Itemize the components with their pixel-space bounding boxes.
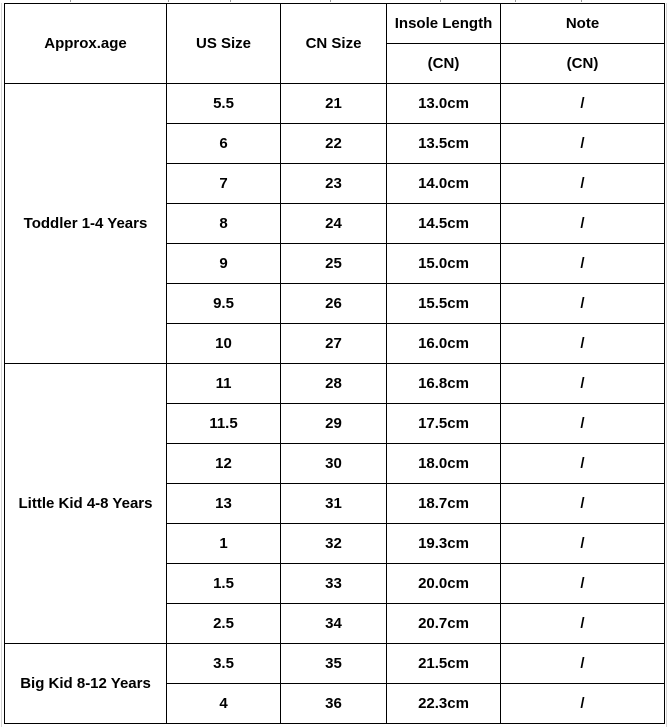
insole-length-cell[interactable]: 15.0cm xyxy=(387,244,501,284)
note-cell[interactable]: / xyxy=(501,444,665,484)
insole-length-cell[interactable]: 18.0cm xyxy=(387,444,501,484)
note-cell[interactable]: / xyxy=(501,364,665,404)
note-cell[interactable]: / xyxy=(501,244,665,284)
note-cell[interactable]: / xyxy=(501,404,665,444)
us-size-cell[interactable]: 9 xyxy=(167,244,281,284)
insole-length-cell[interactable]: 13.5cm xyxy=(387,124,501,164)
table-row xyxy=(5,84,665,124)
cn-size-cell[interactable]: 21 xyxy=(281,84,387,124)
header-us-size[interactable]: US Size xyxy=(167,4,281,84)
age-group-cell[interactable]: Big Kid 8-12 Years xyxy=(5,644,167,724)
insole-length-cell[interactable]: 18.7cm xyxy=(387,484,501,524)
insole-length-cell[interactable]: 20.0cm xyxy=(387,564,501,604)
insole-length-cell[interactable]: 17.5cm xyxy=(387,404,501,444)
sheet-gridline xyxy=(666,0,667,727)
note-cell[interactable]: / xyxy=(501,284,665,324)
header-note[interactable]: Note xyxy=(501,4,665,44)
age-group-cell[interactable]: Little Kid 4-8 Years xyxy=(5,364,167,644)
header-row xyxy=(5,4,665,44)
note-cell[interactable]: / xyxy=(501,164,665,204)
cn-size-cell[interactable]: 33 xyxy=(281,564,387,604)
us-size-cell[interactable]: 8 xyxy=(167,204,281,244)
us-size-cell[interactable]: 5.5 xyxy=(167,84,281,124)
cn-size-cell[interactable]: 34 xyxy=(281,604,387,644)
sheet-gridline xyxy=(1,0,2,727)
us-size-cell[interactable]: 2.5 xyxy=(167,604,281,644)
cn-size-cell[interactable]: 35 xyxy=(281,644,387,684)
cn-size-cell[interactable]: 36 xyxy=(281,684,387,724)
insole-length-cell[interactable]: 19.3cm xyxy=(387,524,501,564)
us-size-cell[interactable]: 1.5 xyxy=(167,564,281,604)
insole-length-cell[interactable]: 21.5cm xyxy=(387,644,501,684)
note-cell[interactable]: / xyxy=(501,684,665,724)
size-chart-table xyxy=(4,3,665,724)
note-cell[interactable]: / xyxy=(501,484,665,524)
cn-size-cell[interactable]: 25 xyxy=(281,244,387,284)
us-size-cell[interactable]: 1 xyxy=(167,524,281,564)
cn-size-cell[interactable]: 28 xyxy=(281,364,387,404)
header-note-unit[interactable]: (CN) xyxy=(501,44,665,84)
note-cell[interactable]: / xyxy=(501,324,665,364)
insole-length-cell[interactable]: 15.5cm xyxy=(387,284,501,324)
cn-size-cell[interactable]: 23 xyxy=(281,164,387,204)
insole-length-cell[interactable]: 22.3cm xyxy=(387,684,501,724)
cn-size-cell[interactable]: 24 xyxy=(281,204,387,244)
table-row xyxy=(5,644,665,684)
insole-length-cell[interactable]: 14.5cm xyxy=(387,204,501,244)
us-size-cell[interactable]: 4 xyxy=(167,684,281,724)
cn-size-cell[interactable]: 29 xyxy=(281,404,387,444)
us-size-cell[interactable]: 11.5 xyxy=(167,404,281,444)
insole-length-cell[interactable]: 20.7cm xyxy=(387,604,501,644)
header-insole-length[interactable]: Insole Length xyxy=(387,4,501,44)
note-cell[interactable]: / xyxy=(501,564,665,604)
us-size-cell[interactable]: 13 xyxy=(167,484,281,524)
age-group-cell[interactable]: Toddler 1-4 Years xyxy=(5,84,167,364)
cn-size-cell[interactable]: 32 xyxy=(281,524,387,564)
note-cell[interactable]: / xyxy=(501,204,665,244)
insole-length-cell[interactable]: 13.0cm xyxy=(387,84,501,124)
note-cell[interactable]: / xyxy=(501,604,665,644)
cn-size-cell[interactable]: 27 xyxy=(281,324,387,364)
cn-size-cell[interactable]: 30 xyxy=(281,444,387,484)
us-size-cell[interactable]: 6 xyxy=(167,124,281,164)
us-size-cell[interactable]: 12 xyxy=(167,444,281,484)
insole-length-cell[interactable]: 14.0cm xyxy=(387,164,501,204)
us-size-cell[interactable]: 3.5 xyxy=(167,644,281,684)
note-cell[interactable]: / xyxy=(501,644,665,684)
cn-size-cell[interactable]: 31 xyxy=(281,484,387,524)
note-cell[interactable]: / xyxy=(501,124,665,164)
us-size-cell[interactable]: 10 xyxy=(167,324,281,364)
header-age[interactable]: Approx.age xyxy=(5,4,167,84)
insole-length-cell[interactable]: 16.0cm xyxy=(387,324,501,364)
us-size-cell[interactable]: 11 xyxy=(167,364,281,404)
note-cell[interactable]: / xyxy=(501,84,665,124)
cn-size-cell[interactable]: 22 xyxy=(281,124,387,164)
us-size-cell[interactable]: 7 xyxy=(167,164,281,204)
header-insole-unit[interactable]: (CN) xyxy=(387,44,501,84)
table-row xyxy=(5,364,665,404)
cn-size-cell[interactable]: 26 xyxy=(281,284,387,324)
us-size-cell[interactable]: 9.5 xyxy=(167,284,281,324)
header-cn-size[interactable]: CN Size xyxy=(281,4,387,84)
note-cell[interactable]: / xyxy=(501,524,665,564)
insole-length-cell[interactable]: 16.8cm xyxy=(387,364,501,404)
